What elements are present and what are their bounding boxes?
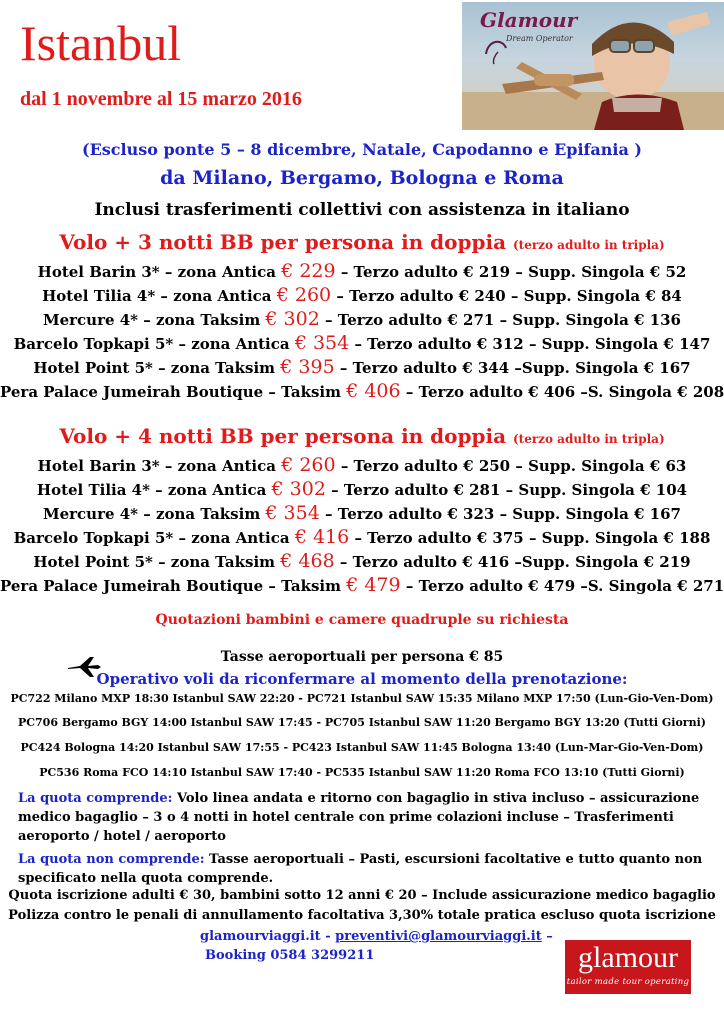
price: € 395 [280, 356, 335, 378]
price: € 354 [294, 332, 350, 354]
price: € 302 [271, 478, 326, 500]
booking-phone: Booking 0584 3299211 [205, 948, 375, 963]
price: € 354 [265, 502, 320, 524]
price: € 302 [265, 308, 320, 330]
price: € 406 [346, 380, 401, 402]
package-3-nights-title: Volo + 3 notti BB per persona in doppia (terzo adulto in tripla) [59, 230, 665, 254]
registration-fees: Quota iscrizione adulti € 30, bambini sotto 12 anni € 20 – Include assicurazione medico bagaglio [8, 888, 716, 903]
hotel-row: Hotel Tilia 4* – zona Antica € 302 – Terzo adulto € 281 – Supp. Singola € 104 [36, 478, 688, 500]
price: € 260 [276, 284, 332, 306]
hotel-row: Mercure 4* – zona Taksim € 354 – Terzo adulto € 323 – Supp. Singola € 167 [42, 502, 681, 524]
hero-brand: Glamour [480, 8, 578, 32]
inclusion-note: Inclusi trasferimenti collettivi con assistenza in italiano [94, 200, 630, 220]
flight-row: PC722 Milano MXP 18:30 Istanbul SAW 22:20 - PC721 Istanbul SAW 15:35 Milano MXP 17:50 (Lun-Gio-Ven-Dom) [10, 692, 714, 705]
hero-tagline: Dream Operator [506, 34, 573, 43]
hotel-row: Pera Palace Jumeirah Boutique – Taksim € 479 – Terzo adulto € 479 –S. Singola € 271 [0, 574, 724, 596]
flight-row: PC424 Bologna 14:20 Istanbul SAW 17:55 - PC423 Istanbul SAW 11:45 Bologna 13:40 (Lun-Mar-Gio-Ven-Dom) [20, 741, 704, 754]
children-note: Quotazioni bambini e camere quadruple su richiesta [155, 612, 569, 628]
price: € 260 [281, 454, 336, 476]
contact-links: glamourviaggi.it - preventivi@glamourviaggi.it – [200, 929, 553, 944]
cancellation-insurance: Polizza contro le penali di annullamento facoltativa 3,30% totale pratica escluso quota iscrizione [8, 908, 716, 923]
travel-dates: dal 1 novembre al 15 marzo 2016 [20, 88, 302, 110]
package-note: (terzo adulto in tripla) [513, 432, 665, 446]
flight-row: PC706 Bergamo BGY 14:00 Istanbul SAW 17:45 - PC705 Istanbul SAW 11:20 Bergamo BGY 13:20 (Tutti Giorni) [18, 716, 706, 729]
hotel-row: Pera Palace Jumeirah Boutique – Taksim € 406 – Terzo adulto € 406 –S. Singola € 208 [0, 380, 724, 402]
airport-tax: Tasse aeroportuali per persona € 85 [220, 649, 504, 665]
package-4-nights-list [0, 453, 724, 597]
page-title: Istanbul [20, 15, 182, 71]
email-link[interactable]: preventivi@glamourviaggi.it [335, 929, 542, 944]
package-note: (terzo adulto in tripla) [513, 238, 665, 252]
website-link[interactable]: glamourviaggi.it [200, 929, 321, 944]
price: € 468 [280, 550, 335, 572]
hotel-row: Hotel Barin 3* – zona Antica € 229 – Terzo adulto € 219 – Supp. Singola € 52 [37, 260, 687, 282]
price: € 416 [294, 526, 350, 548]
hero-image [462, 2, 724, 130]
hotel-row: Mercure 4* – zona Taksim € 302 – Terzo adulto € 271 – Supp. Singola € 136 [42, 308, 681, 330]
exclusion-note: (Escluso ponte 5 – 8 dicembre, Natale, Capodanno e Epifania ) [82, 140, 642, 159]
hotel-row: Hotel Point 5* – zona Taksim € 395 – Terzo adulto € 344 –Supp. Singola € 167 [33, 356, 691, 378]
quota-non-comprende: La quota non comprende: Tasse aeroportuali – Pasti, escursioni facoltative e tutto quanto non specificato nella quota comprende. [18, 852, 703, 886]
hotel-row: Hotel Point 5* – zona Taksim € 468 – Terzo adulto € 416 –Supp. Singola € 219 [33, 550, 691, 572]
logo-word: glamour [578, 941, 678, 974]
package-4-nights-title: Volo + 4 notti BB per persona in doppia (terzo adulto in tripla) [59, 424, 665, 448]
quota-comprende-label: La quota comprende: [18, 791, 173, 806]
glamour-logo [565, 940, 691, 994]
flight-row: PC536 Roma FCO 14:10 Istanbul SAW 17:40 - PC535 Istanbul SAW 11:20 Roma FCO 13:10 (Tutti Giorni) [39, 766, 685, 779]
hotel-row: Barcelo Topkapi 5* – zona Antica € 416 – Terzo adulto € 375 – Supp. Singola € 188 [13, 526, 711, 548]
price: € 229 [281, 260, 336, 282]
quota-comprende: La quota comprende: Volo linea andata e ritorno con bagaglio in stiva incluso – assicurazione medico bagaglio – 3 o 4 notti in hotel centrale con prime colazioni incluse – Trasferimenti aeroporto / hotel / aeroporto [18, 791, 700, 844]
package-3-nights-list [0, 259, 724, 403]
logo-tagline: tailor made tour operating [566, 977, 690, 987]
flight-schedule-title: Operativo voli da riconfermare al momento della prenotazione: [96, 670, 628, 688]
price: € 479 [346, 574, 401, 596]
hotel-row: Hotel Barin 3* – zona Antica € 260 – Terzo adulto € 250 – Supp. Singola € 63 [37, 454, 687, 476]
hotel-row: Hotel Tilia 4* – zona Antica € 260 – Terzo adulto € 240 – Supp. Singola € 84 [42, 284, 682, 306]
departure-cities: da Milano, Bergamo, Bologna e Roma [160, 167, 564, 189]
hotel-row: Barcelo Topkapi 5* – zona Antica € 354 – Terzo adulto € 312 – Supp. Singola € 147 [13, 332, 711, 354]
quota-non-comprende-label: La quota non comprende: [18, 852, 205, 867]
